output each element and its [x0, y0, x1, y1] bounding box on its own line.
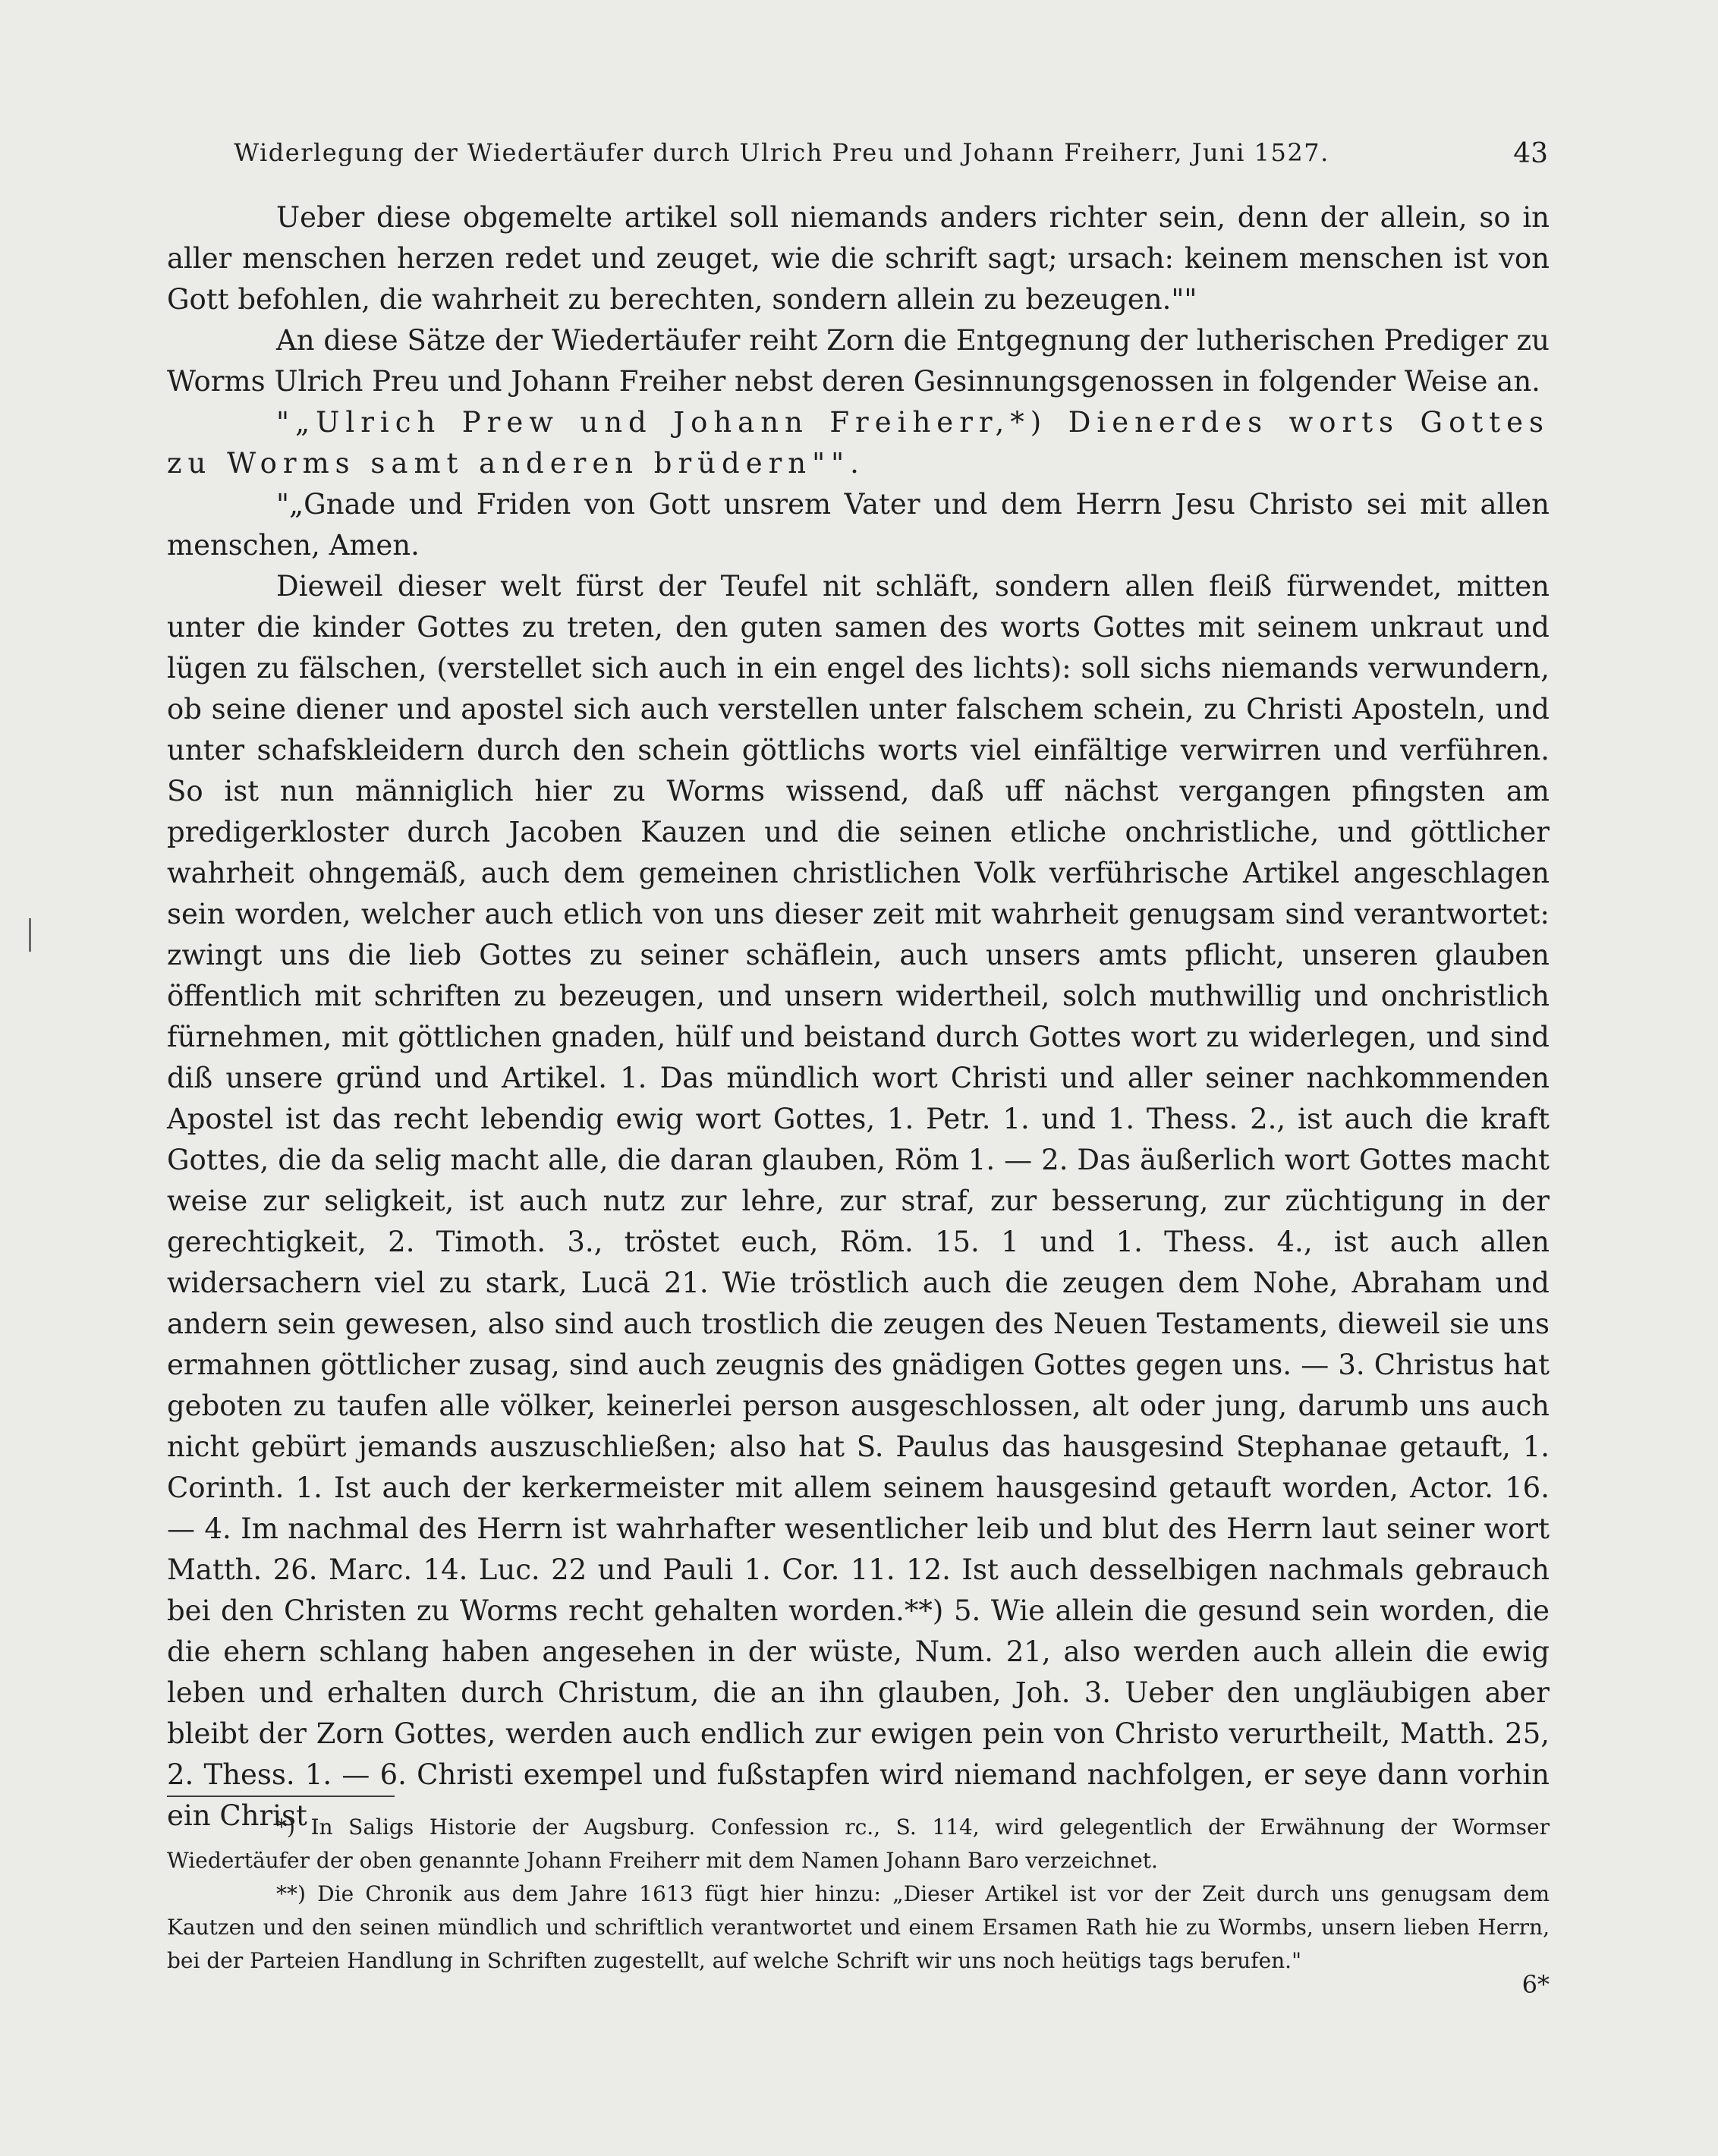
footnote-divider — [167, 1796, 395, 1797]
paragraph-1: Ueber diese obgemelte artikel soll niemands anders richter sein, denn der allein, so in aller menschen herzen redet und zeuget, wie die schrift sagt; ursach: keinem menschen ist von Gott befohlen, die wahrheit zu berechten, sondern allein zu bezeugen."" — [167, 201, 1550, 316]
margin-mark — [29, 918, 31, 952]
footnote-1: *) In Saligs Historie der Augsburg. Confession rc., S. 114, wird gelegentlich der Erwähnung der Wormser Wiedertäufer der oben genannte Johann Freiherr mit dem Namen Johann Baro verzeichnet. — [167, 1815, 1550, 1873]
paragraph-2: An diese Sätze der Wiedertäufer reiht Zorn die Entgegnung der lutherischen Prediger zu Worms Ulrich Preu und Johann Freiher nebst deren Gesinnungsgenossen in folgender Weise an. — [167, 324, 1550, 398]
paragraph-3-address: "„Ulrich Prew und Johann Freiherr,*) Dienerdes worts Gottes zu Worms samt anderen brüdern"". — [167, 406, 1550, 480]
paragraph-5-articles: Dieweil dieser welt fürst der Teufel nit schläft, sondern allen fleiß fürwendet, mitten unter die kinder Gottes zu treten, den guten samen des worts Gottes mit seinem unkraut und lügen zu fälschen, (verstellet sich auch in ein engel des lichts): soll sichs niemands verwundern, ob seine diener und apostel sich auch verstellen unter falschem schein, zu Christi Aposteln, und unter schafskleidern durch den schein göttlichs worts viel einfältige verwirren und verführen. So ist nun männiglich hier zu Worms wissend, daß uff nächst vergangen pfingsten am predigerkloster durch Jacoben Kauzen und die seinen etliche onchristliche, und göttlicher wahrheit ohngemäß, auch dem gemeinen christlichen Volk verführische Artikel angeschlagen sein worden, welcher auch etlich von uns dieser zeit mit wahrheit genugsam sind verantwortet: zwingt uns die lieb Gottes zu seiner schäflein, auch unsers amts pflicht, unseren glauben öffentlich mit schriften zu bezeugen, und unsern widertheil, solch muthwillig und onchristlich fürnehmen, mit göttlichen gnaden, hülf und beistand durch Gottes wort zu widerlegen, und sind diß unsere gründ und Artikel. 1. Das mündlich wort Christi und aller seiner nachkommenden Apostel ist das recht lebendig ewig wort Gottes, 1. Petr. 1. und 1. Thess. 2., ist auch die kraft Gottes, die da selig macht alle, die daran glauben, Röm 1. — 2. Das äußerlich wort Gottes macht weise zur seligkeit, ist auch nutz zur lehre, zur straf, zur besserung, zur züchtigung in der gerechtigkeit, 2. Timoth. 3., tröstet euch, Röm. 15. 1 und 1. Thess. 4., ist auch allen widersachern viel zu stark, Lucä 21. Wie tröstlich auch die zeugen dem Nohe, Abraham und andern sein gewesen, also sind auch trostlich die zeugen des Neuen Testaments, dieweil sie uns ermahnen göttlicher zusag, sind auch zeugnis des gnädigen Gottes gegen uns. — 3. Christus hat geboten zu taufen alle völker, keinerlei person ausgeschlossen, alt oder jung, darumb uns auch nicht gebürt jemands auszuschließen; also hat S. Paulus das hausgesind Stephanae getauft, 1. Corinth. 1. Ist auch der kerkermeister mit allem seinem hausgesind getauft worden, Actor. 16. — 4. Im nachmal des Herrn ist wahrhafter wesentlicher leib und blut des Herrn laut seiner wort Matth. 26. Marc. 14. Luc. 22 und Pauli 1. Cor. 11. 12. Ist auch desselbigen nachmals gebrauch bei den Christen zu Worms recht gehalten worden.**) 5. Wie allein die gesund sein worden, die die ehern schlang haben angesehen in der wüste, Num. 21, also werden auch allein die ewig leben und erhalten durch Christum, die an ihn glauben, Joh. 3. Ueber den ungläubigen aber bleibt der Zorn Gottes, werden auch endlich zur ewigen pein von Christo verurtheilt, Matth. 25, 2. Thess. 1. — 6. Christi exempel und fußstapfen wird niemand nachfolgen, er seye dann vorhin ein Christ — [167, 570, 1550, 1832]
running-title: Widerlegung der Wiedertäufer durch Ulrich Preu und Johann Freiherr, Juni 1527. — [234, 138, 1329, 167]
paragraph-4-greeting: "„Gnade und Friden von Gott unsrem Vater und dem Herrn Jesu Christo sei mit allen menschen, Amen. — [167, 488, 1550, 562]
footnote-2: **) Die Chronik aus dem Jahre 1613 fügt hier hinzu: „Dieser Artikel ist vor der Zeit durch uns genugsam dem Kautzen und den seinen mündlich und schriftlich verantwortet und einem Ersamen Rath hie zu Wormbs, unsern lieben Herrn, bei der Parteien Handlung in Schriften zugestellt, auf welche Schrift wir uns noch heütigs tags berufen." — [167, 1881, 1550, 1973]
main-text — [167, 197, 1550, 1837]
running-head — [167, 138, 1548, 178]
footnotes — [167, 1811, 1550, 1978]
page-number: 43 — [1513, 138, 1548, 169]
printer-signature-mark: 6* — [1521, 1970, 1550, 1999]
